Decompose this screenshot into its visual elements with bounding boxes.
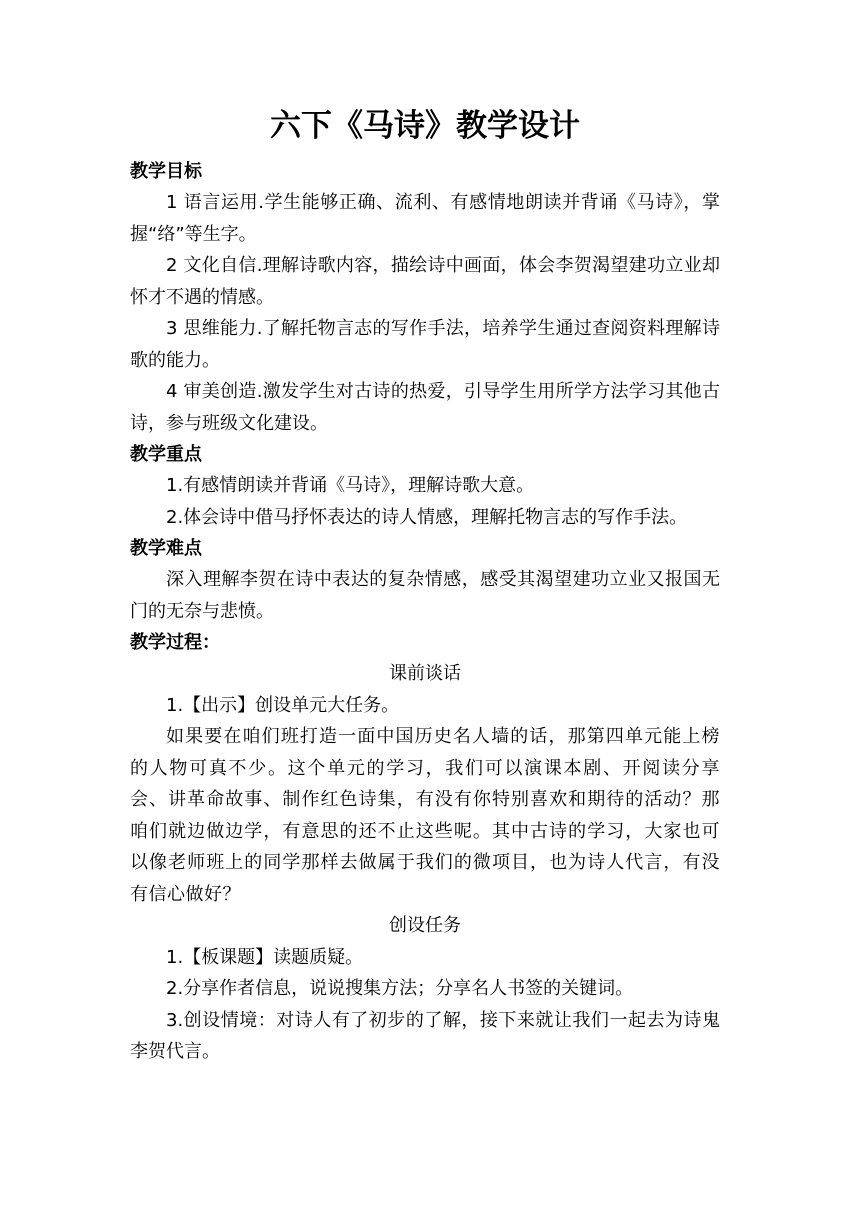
key-point-item: 1.有感情朗读并背诵《马诗》，理解诗歌大意。	[166, 475, 535, 496]
section-title-create-task: 创设任务	[389, 915, 461, 936]
difficulties-text: 深入理解李贺在诗中表达的复杂情感，感受其渴望建功立业又报国无门的无奈与悲愤。	[130, 569, 720, 622]
objective-item: 1 语言运用.学生能够正确、流利、有感情地朗读并背诵《马诗》，掌握“络”等生字。	[130, 192, 720, 245]
task-item: 2.分享作者信息，说说搜集方法；分享名人书签的关键词。	[166, 978, 634, 999]
objective-item: 3 思维能力.了解托物言志的写作手法，培养学生通过查阅资料理解诗歌的能力。	[130, 318, 720, 371]
key-point-item: 2.体会诗中借马抒怀表达的诗人情感，理解托物言志的写作手法。	[166, 506, 688, 528]
process-heading: 教学过程：	[130, 632, 220, 653]
document-title: 六下《马诗》教学设计	[270, 108, 580, 144]
task-item: 3.创设情境：对诗人有了初步的了解，接下来就让我们一起去为诗鬼李贺代言。	[130, 1009, 720, 1062]
document-page	[130, 104, 720, 1068]
task-item: 1.【板课题】读题质疑。	[166, 946, 364, 968]
process-step: 1.【出示】创设单元大任务。	[166, 694, 400, 716]
difficulties-heading: 教学难点	[130, 538, 202, 559]
objective-item: 2 文化自信.理解诗歌内容，描绘诗中画面，体会李贺渴望建功立业却怀才不遇的情感。	[130, 255, 720, 308]
process-paragraph: 如果要在咱们班打造一面中国历史名人墙的话，那第四单元能上榜的人物可真不少。这个单元的学习，我们可以演课本剧、开阅读分享会、讲革命故事、制作红色诗集，有没有你特别喜欢和期待的活动？那咱们就边做边学，有意思的还不止这些呢。其中古诗的学习，大家也可以像老师班上的同学那样去做属于我们的微项目，也为诗人代言，有没有信心做好？	[130, 726, 720, 905]
section-title-pre-class-talk: 课前谈话	[389, 663, 461, 684]
objectives-heading: 教学目标	[130, 161, 202, 182]
objective-item: 4 审美创造.激发学生对古诗的热爱，引导学生用所学方法学习其他古诗，参与班级文化建设。	[130, 381, 720, 434]
key-points-heading: 教学重点	[130, 444, 202, 465]
